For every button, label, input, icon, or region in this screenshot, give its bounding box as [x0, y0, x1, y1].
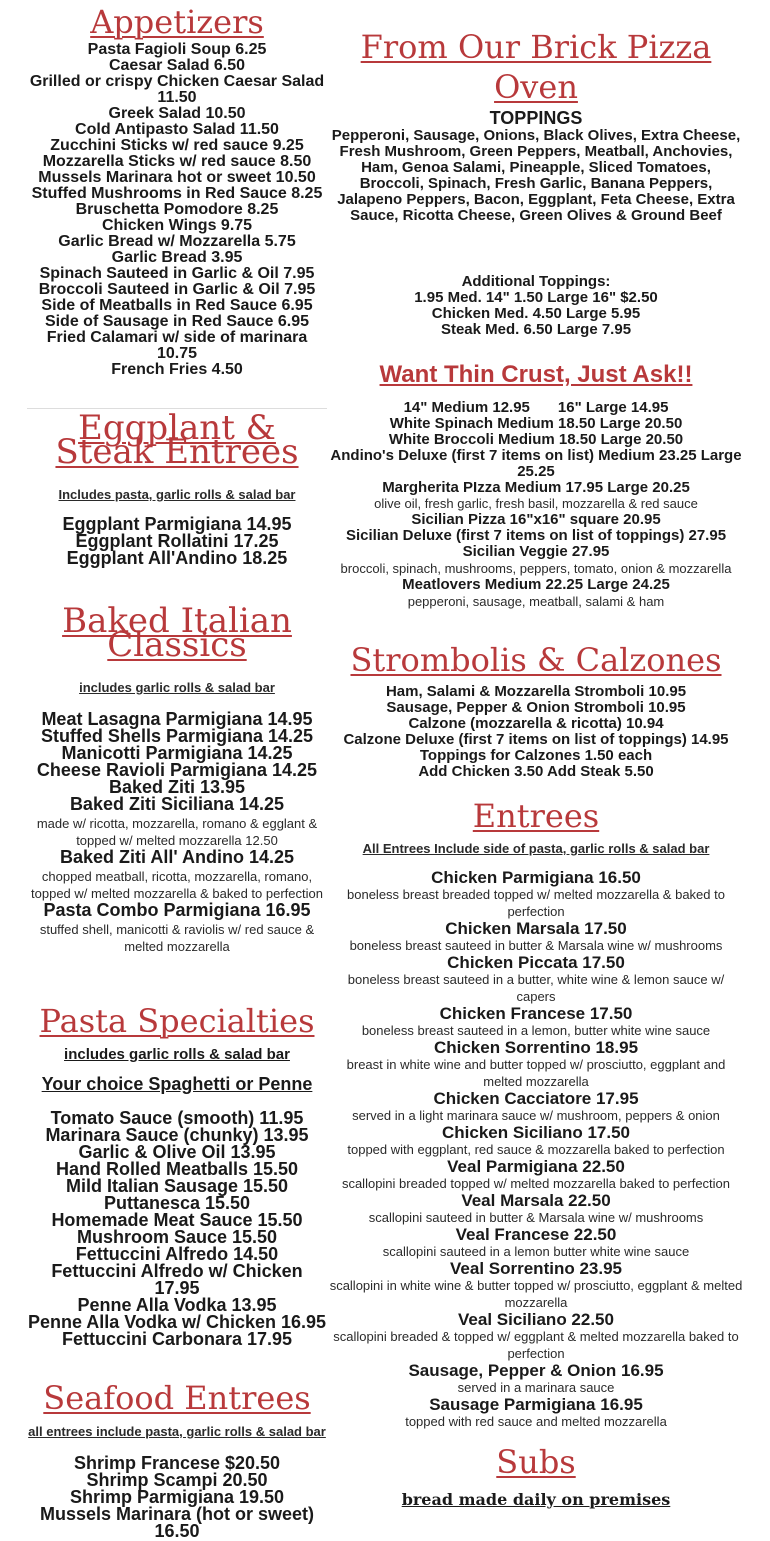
baked-subheading: includes garlic rolls & salad bar — [79, 680, 275, 695]
andinos-deluxe: Andino's Deluxe (first 7 items on list) Medium 23.25 Large 25.25 — [330, 447, 742, 480]
entree-name: Chicken Sorrentino 18.95 — [433, 1038, 639, 1057]
pasta-item: Fettuccini Carbonara 17.95 — [61, 1329, 293, 1349]
appetizer-item: Bruschetta Pomodore 8.25 — [75, 201, 279, 218]
appetizers-list — [27, 42, 327, 378]
pizza-heading: From Our Brick Pizza Oven — [360, 28, 712, 106]
baked-item: Cheese Ravioli Parmigiana 14.25 — [36, 760, 318, 780]
entree-description: served in a light marinara sauce w/ mushroom, peppers & onion — [352, 1108, 720, 1123]
strombolis-heading: Strombolis & Calzones — [350, 641, 722, 679]
eggplant-heading: Eggplant & Steak Entrees — [55, 408, 299, 472]
entree-description: boneless breast breaded topped w/ melted mozzarella & baked to perfection — [347, 887, 725, 919]
entree-description: boneless breast sauteed in a butter, white wine & lemon sauce w/ capers — [347, 972, 725, 1004]
thin-crust-note: Want Thin Crust, Just Ask!! — [379, 361, 693, 388]
entree-description: scallopini breaded & topped w/ eggplant & melted mozzarella baked to perfection — [333, 1329, 739, 1361]
white-spinach: White Spinach Medium 18.50 Large 20.50 — [389, 415, 683, 432]
sicilian-veggie: Sicilian Veggie 27.95 — [462, 543, 610, 560]
additional-topping-price: 1.95 Med. 14" 1.50 Large 16" $2.50 — [414, 289, 658, 306]
pizza-size-large: 16" Large 14.95 — [557, 399, 669, 416]
entree-name: Veal Parmigiana 22.50 — [447, 1157, 625, 1176]
stromboli-item: Sausage, Pepper & Onion Stromboli 10.95 — [386, 699, 686, 716]
entree-name: Chicken Marsala 17.50 — [445, 919, 627, 938]
pasta-list — [27, 1110, 327, 1348]
appetizer-item: Grilled or crispy Chicken Caesar Salad 11.50 — [29, 73, 325, 106]
right-column — [327, 0, 745, 1510]
entree-name: Chicken Cacciatore 17.95 — [433, 1089, 639, 1108]
seafood-item: Shrimp Francese $20.50 — [73, 1453, 281, 1473]
pasta-item: Hand Rolled Meatballs 15.50 — [55, 1159, 299, 1179]
baked-list — [27, 711, 327, 796]
appetizer-item: Garlic Bread w/ Mozzarella 5.75 — [58, 233, 296, 250]
seafood-item: Mussels Marinara (hot or sweet) 16.50 — [39, 1504, 315, 1541]
toppings-list: Pepperoni, Sausage, Onions, Black Olives, Extra Cheese, Fresh Mushroom, Green Peppers, Meatball, Anchovies, Ham, Genoa Salami, Pineapple, Sliced Tomatoes, Broccoli, Spinach, Fresh Garlic, Banana Peppers, Jalapeno Peppers, Bacon, Eggplant, Feta Cheese, Extra Sauce, Ricotta Cheese, Green Olives & Ground Beef — [331, 127, 741, 224]
sicilian-deluxe: Sicilian Deluxe (first 7 items on list of toppings) 27.95 — [345, 527, 727, 544]
baked-combo: Pasta Combo Parmigiana 16.95 — [43, 900, 311, 920]
white-broccoli: White Broccoli Medium 18.50 Large 20.50 — [388, 431, 684, 448]
entree-description: scallopini breaded topped w/ melted mozzarella baked to perfection — [341, 1176, 731, 1191]
pasta-subheading: includes garlic rolls & salad bar — [64, 1046, 290, 1063]
baked-item: Baked Ziti 13.95 — [108, 777, 246, 797]
baked-andino-note: chopped meatball, ricotta, mozzarella, romano, topped w/ melted mozzarella & baked to perfection — [31, 869, 323, 901]
pasta-choice: Your choice Spaghetti or Penne — [41, 1074, 313, 1094]
entree-description: boneless breast sauteed in a lemon, butter white wine sauce — [361, 1023, 711, 1038]
baked-andino: Baked Ziti All' Andino 14.25 — [60, 847, 294, 867]
sicilian-veggie-note: broccoli, spinach, mushrooms, peppers, tomato, onion & mozzarella — [340, 561, 732, 576]
eggplant-subheading: Includes pasta, garlic rolls & salad bar — [58, 487, 296, 502]
pasta-item: Homemade Meat Sauce 15.50 — [51, 1210, 303, 1230]
pasta-item: Fettuccini Alfredo 14.50 — [75, 1244, 279, 1264]
pizza-size-medium: 14" Medium 12.95 — [403, 399, 530, 416]
eggplant-item: Eggplant Parmigiana 14.95 — [62, 514, 292, 534]
entree-description: scallopini sauteed in butter & Marsala wine w/ mushrooms — [368, 1210, 704, 1225]
margherita-note: olive oil, fresh garlic, fresh basil, mozzarella & red sauce — [374, 496, 698, 511]
pasta-item: Marinara Sauce (chunky) 13.95 — [45, 1125, 309, 1145]
entree-description: scallopini in white wine & butter topped w/ prosciutto, eggplant & melted mozzarella — [329, 1278, 743, 1310]
additional-topping-price: Steak Med. 6.50 Large 7.95 — [440, 321, 632, 338]
entree-description: boneless breast sauteed in butter & Marsala wine w/ mushrooms — [349, 938, 723, 953]
meatlovers: Meatlovers Medium 22.25 Large 24.25 — [402, 576, 670, 593]
appetizer-item: Broccoli Sauteed in Garlic & Oil 7.95 — [38, 281, 316, 298]
pasta-item: Mild Italian Sausage 15.50 — [65, 1176, 289, 1196]
eggplant-item: Eggplant All'Andino 18.25 — [66, 548, 288, 568]
entree-description: topped with red sauce and melted mozzarella — [405, 1414, 667, 1429]
appetizer-item: Mozzarella Sticks w/ red sauce 8.50 — [42, 153, 312, 170]
subs-heading: Subs — [496, 1443, 576, 1481]
left-column — [27, 0, 327, 1540]
baked-siciliana-note: made w/ ricotta, mozzarella, romano & egglant & topped w/ melted mozzarella 12.50 — [36, 816, 318, 848]
entree-name: Veal Francese 22.50 — [455, 1225, 617, 1244]
baked-siciliana: Baked Ziti Siciliana 14.25 — [69, 794, 285, 814]
baked-item: Meat Lasagna Parmigiana 14.95 — [41, 709, 313, 729]
entree-name: Chicken Parmigiana 16.50 — [431, 868, 641, 887]
appetizer-item: Chicken Wings 9.75 — [101, 217, 253, 234]
sicilian-pizza: Sicilian Pizza 16"x16" square 20.95 — [411, 511, 661, 528]
seafood-heading: Seafood Entrees — [43, 1379, 311, 1417]
appetizer-item: Garlic Bread 3.95 — [111, 249, 243, 266]
entree-name: Sausage, Pepper & Onion 16.95 — [408, 1361, 664, 1380]
pasta-item: Fettuccini Alfredo w/ Chicken 17.95 — [51, 1261, 303, 1298]
entrees-list — [327, 869, 745, 1430]
entree-description: served in a marinara sauce — [457, 1380, 615, 1395]
entree-name: Veal Sorrentino 23.95 — [450, 1259, 622, 1278]
appetizer-item: Stuffed Mushrooms in Red Sauce 8.25 — [31, 185, 323, 202]
toppings-title: TOPPINGS — [489, 108, 583, 128]
entree-name: Chicken Francese 17.50 — [439, 1004, 633, 1023]
baked-heading: Baked Italian Classics — [62, 601, 292, 665]
entree-description: scallopini sauteed in a lemon butter white wine sauce — [382, 1244, 690, 1259]
stromboli-item: Calzone (mozzarella & ricotta) 10.94 — [408, 715, 664, 732]
additional-toppings-prices — [327, 290, 745, 338]
pasta-heading: Pasta Specialties — [39, 1002, 315, 1040]
seafood-item: Shrimp Parmigiana 19.50 — [69, 1487, 285, 1507]
appetizer-item: Greek Salad 10.50 — [108, 105, 246, 122]
additional-toppings-title: Additional Toppings: — [461, 273, 611, 290]
baked-combo-note: stuffed shell, manicotti & raviolis w/ red sauce & melted mozzarella — [39, 922, 315, 954]
appetizer-item: Spinach Sauteed in Garlic & Oil 7.95 — [39, 265, 315, 282]
entree-description: breast in white wine and butter topped w/ prosciutto, eggplant and melted mozzarella — [346, 1057, 726, 1089]
pasta-item: Mushroom Sauce 15.50 — [76, 1227, 278, 1247]
stromboli-item: Add Chicken 3.50 Add Steak 5.50 — [418, 763, 654, 780]
entrees-subheading: All Entrees Include side of pasta, garlic rolls & salad bar — [362, 841, 710, 856]
baked-item: Manicotti Parmigiana 14.25 — [61, 743, 293, 763]
entree-name: Sausage Parmigiana 16.95 — [429, 1395, 643, 1414]
baked-item: Stuffed Shells Parmigiana 14.25 — [40, 726, 314, 746]
appetizer-item: Zucchini Sticks w/ red sauce 9.25 — [50, 137, 304, 154]
eggplant-item: Eggplant Rollatini 17.25 — [75, 531, 279, 551]
entree-name: Veal Siciliano 22.50 — [458, 1310, 614, 1329]
appetizer-item: Side of Meatballs in Red Sauce 6.95 — [41, 297, 313, 314]
seafood-subheading: all entrees include pasta, garlic rolls & salad bar — [28, 1424, 326, 1439]
appetizer-item: French Fries 4.50 — [111, 361, 243, 378]
strombolis-list — [327, 684, 745, 780]
entrees-heading: Entrees — [472, 797, 600, 835]
margherita: Margherita PIzza Medium 17.95 Large 20.25 — [382, 479, 690, 496]
pasta-item: Tomato Sauce (smooth) 11.95 — [50, 1108, 304, 1128]
appetizer-item: Cold Antipasto Salad 11.50 — [75, 121, 279, 138]
appetizers-heading: Appetizers — [90, 3, 264, 41]
entree-name: Chicken Siciliano 17.50 — [441, 1123, 631, 1142]
appetizer-item: Fried Calamari w/ side of marinara 10.75 — [46, 329, 308, 362]
seafood-list — [27, 1455, 327, 1540]
stromboli-item: Ham, Salami & Mozzarella Stromboli 10.95 — [385, 683, 687, 700]
entree-description: topped with eggplant, red sauce & mozzarella baked to perfection — [347, 1142, 725, 1157]
stromboli-item: Toppings for Calzones 1.50 each — [419, 747, 653, 764]
eggplant-list — [27, 516, 327, 567]
additional-topping-price: Chicken Med. 4.50 Large 5.95 — [431, 305, 641, 322]
stromboli-item: Calzone Deluxe (first 7 items on list of toppings) 14.95 — [343, 731, 729, 748]
subs-subheading: bread made daily on premises — [401, 1490, 671, 1509]
pasta-item: Penne Alla Vodka 13.95 — [77, 1295, 277, 1315]
pizza-sizes — [327, 400, 745, 416]
pasta-item: Garlic & Olive Oil 13.95 — [78, 1142, 276, 1162]
entree-name: Veal Marsala 22.50 — [461, 1191, 611, 1210]
appetizer-item: Side of Sausage in Red Sauce 6.95 — [44, 313, 310, 330]
pasta-item: Penne Alla Vodka w/ Chicken 16.95 — [27, 1312, 327, 1332]
appetizer-item: Caesar Salad 6.50 — [108, 57, 246, 74]
appetizer-item: Pasta Fagioli Soup 6.25 — [87, 41, 267, 58]
pasta-item: Puttanesca 15.50 — [103, 1193, 251, 1213]
entree-name: Chicken Piccata 17.50 — [447, 953, 625, 972]
appetizer-item: Mussels Marinara hot or sweet 10.50 — [38, 169, 316, 186]
meatlovers-note: pepperoni, sausage, meatball, salami & ham — [407, 594, 665, 609]
seafood-item: Shrimp Scampi 20.50 — [86, 1470, 268, 1490]
